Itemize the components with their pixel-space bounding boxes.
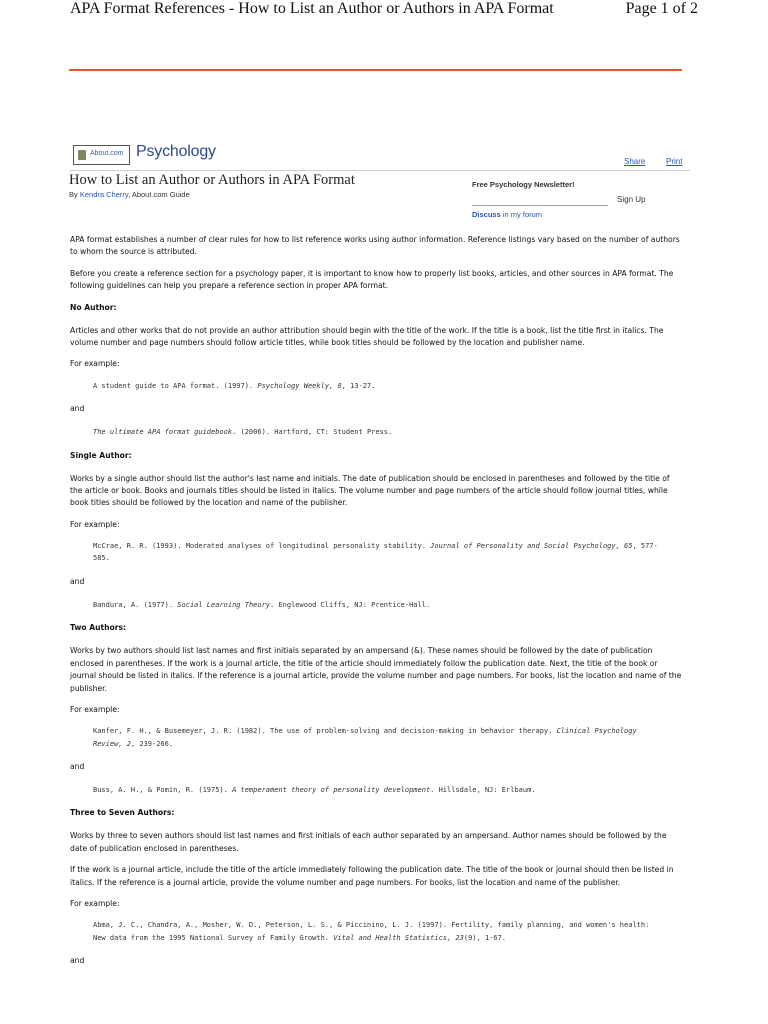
for-example-label: For example: bbox=[70, 359, 120, 369]
newsletter-box bbox=[472, 180, 692, 224]
document-title: APA Format References - How to List an Author or Authors in APA Format bbox=[70, 0, 554, 17]
section-name[interactable]: Psychology bbox=[136, 143, 216, 160]
byline bbox=[69, 190, 190, 199]
article-body bbox=[70, 234, 682, 978]
reference-entry bbox=[93, 599, 682, 611]
ref-italic: Vital and Health Statistics, 23 bbox=[333, 933, 464, 942]
brand-bar bbox=[73, 143, 685, 171]
ref-text: Abma, J. C., Chandra, A., Mosher, W. D., Peterson, L. S., & Piccinino, L. J. (1997). Fertility, family planning, and women's health: New data from the 1995 National Survey of Family Growth. bbox=[93, 921, 650, 942]
about-logo-icon bbox=[78, 150, 86, 160]
ref-italic: Psychology Weekly, 8 bbox=[257, 381, 342, 390]
intro-paragraph-2: Before you create a reference section for a psychology paper, it is important to know how to properly list books, articles, and other sources in APA format. The following guidelines can help you prepare a reference section in proper APA format. bbox=[70, 268, 674, 291]
single-author-text: Works by a single author should list the author's last name and initials. The date of publication should be enclosed in parentheses and followed by the title of the article or book. Books and journals titles should be listed in italics. The volume number and page numbers of the article should follow journal titles, while book titles should be followed by the location and name of the publisher. bbox=[70, 473, 670, 508]
reference-entry bbox=[93, 919, 682, 943]
header-divider bbox=[69, 69, 682, 71]
two-authors-heading: Two Authors: bbox=[70, 623, 127, 633]
three-to-seven-text-1: Works by three to seven authors should list last names and first initials of each author separated by an ampersand. Author names should be followed by the date of publication enclosed in parentheses. bbox=[70, 831, 667, 853]
intro-paragraph-1: APA format establishes a number of clear rules for how to list reference works using author information. Reference listings vary based on the number of authors to whom the source is attributed. bbox=[70, 235, 680, 257]
newsletter-label: Free Psychology Newsletter! bbox=[472, 180, 575, 189]
discuss-label: Discuss bbox=[472, 210, 501, 219]
reference-entry bbox=[93, 540, 682, 564]
forum-label: in my forum bbox=[500, 210, 543, 219]
byline-prefix: By bbox=[69, 190, 80, 199]
ref-text: McCrae, R. R. (1993). Moderated analyses of longitudinal personality stability. bbox=[93, 542, 431, 551]
ref-end: , 13-27. bbox=[341, 381, 376, 390]
about-logo-text: About.com bbox=[90, 150, 124, 157]
and-label: and bbox=[70, 955, 85, 965]
ref-end: (9), 1-67. bbox=[463, 933, 507, 942]
byline-suffix: , About.com Guide bbox=[128, 190, 190, 199]
for-example-label: For example: bbox=[70, 898, 120, 908]
reference-entry bbox=[93, 725, 682, 749]
reference-entry bbox=[93, 380, 682, 392]
ref-end: . Hillsdale, NJ: Erlbaum. bbox=[430, 786, 536, 795]
ref-end: , 239-266. bbox=[130, 739, 174, 748]
and-label: and bbox=[70, 576, 85, 586]
ref-italic: The ultimate APA format guidebook bbox=[93, 428, 233, 437]
newsletter-signup-button[interactable]: Sign Up bbox=[617, 195, 646, 204]
and-label: and bbox=[70, 761, 85, 771]
author-link[interactable]: Kendra Cherry bbox=[79, 190, 129, 199]
ref-italic: Journal of Personality and Social Psychology, 65 bbox=[430, 542, 633, 551]
reference-entry bbox=[93, 784, 682, 796]
and-label: and bbox=[70, 404, 85, 414]
three-to-seven-text-2: If the work is a journal article, include the title of the article immediately following the publication date. The title of the book or journal should then be listed in italics. If the reference is a journal article, provide the volume number and page numbers. For books, list the location and name of the publisher. bbox=[70, 865, 674, 887]
brand-divider bbox=[69, 170, 690, 171]
ref-text: Bandura, A. (1977). bbox=[93, 601, 178, 610]
ref-text: Buss, A. H., & Pomin, R. (1975). bbox=[93, 786, 233, 795]
article-title: How to List an Author or Authors in APA Format bbox=[69, 172, 355, 188]
page-number: Page 1 of 2 bbox=[625, 0, 698, 17]
three-to-seven-heading: Three to Seven Authors: bbox=[70, 808, 175, 818]
discuss-forum-link[interactable] bbox=[472, 210, 542, 219]
ref-end: . (2006). Hartford, CT: Student Press. bbox=[232, 428, 393, 437]
ref-end: . Englewood Cliffs, NJ: Prentice-Hall. bbox=[270, 601, 431, 610]
single-author-heading: Single Author: bbox=[70, 450, 132, 460]
ref-text: Kanfer, F. H., & Busemeyer, J. R. (1982). The use of problem-solving and decision-making in behavior therapy. bbox=[93, 727, 557, 736]
ref-text: A student guide to APA format. (1997). bbox=[93, 381, 258, 390]
about-logo[interactable] bbox=[73, 145, 130, 165]
ref-italic: Clinical Psychology Review, 2 bbox=[93, 727, 637, 748]
ref-end: , 577-585. bbox=[93, 542, 658, 563]
no-author-text: Articles and other works that do not provide an author attribution should begin with the title of the work. If the title is a book, list the title first in italics. The volume number and page numbers should follow article titles, while book titles should be followed by the location and publisher name. bbox=[70, 325, 664, 348]
ref-italic: A temperament theory of personality development bbox=[232, 786, 431, 795]
print-link[interactable]: Print bbox=[666, 157, 683, 166]
reference-entry bbox=[93, 426, 682, 438]
for-example-label: For example: bbox=[70, 519, 120, 529]
for-example-label: For example: bbox=[70, 704, 120, 714]
share-link[interactable]: Share bbox=[624, 157, 646, 166]
no-author-heading: No Author: bbox=[70, 302, 117, 312]
two-authors-text: Works by two authors should list last names and first initials separated by an ampersand (&). These names should be followed by the date of publication enclosed in parentheses. If the work is a journal article, the title of the article should immediately follow the publication date. Next, the title of the book or journal should be listed in italics. If the reference is a journal article, provide the volume number and page numbers. For books, list the location and name of the publisher. bbox=[70, 646, 682, 693]
print-header bbox=[70, 0, 698, 24]
ref-italic: Social Learning Theory bbox=[177, 601, 271, 610]
newsletter-email-input[interactable] bbox=[472, 193, 608, 206]
